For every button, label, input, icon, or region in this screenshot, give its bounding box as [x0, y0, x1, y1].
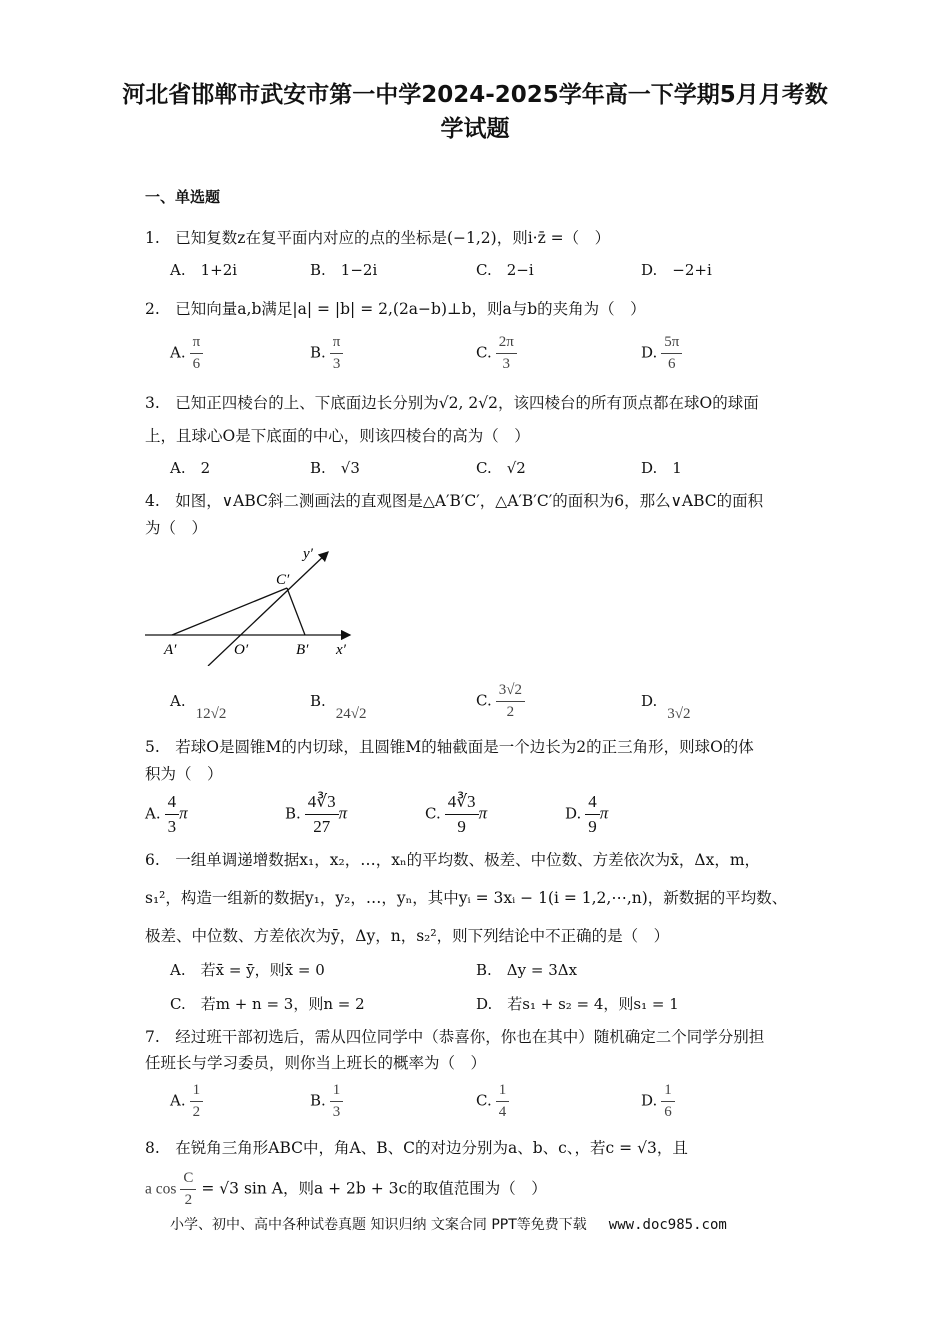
q7-stem-line2: 任班长与学习委员，则你当上班长的概率为（ ） — [145, 1054, 487, 1072]
label-a-prime: A′ — [164, 642, 177, 658]
q6-option-d: D. 若s₁ + s₂ = 4，则s₁ = 1 — [476, 995, 679, 1013]
q2-option-b: B. $\frac{\pi}{3}$ — [310, 334, 343, 373]
q5-stem-line2: 积为（ ） — [145, 765, 223, 783]
q2-stem: 2. 已知向量a,b满足|a| = |b| = 2,(2a−b)⊥b，则a与b的夹角为（ ） — [145, 300, 646, 318]
label-c-prime: C′ — [276, 572, 290, 588]
q4-option-b: B.24√2 — [310, 692, 367, 722]
q7-option-d: D. $\frac{1}{6}$ — [641, 1082, 675, 1121]
q5-option-d: D. $\frac{4}{9}$ π — [565, 792, 609, 836]
oblique-triangle-figure — [140, 540, 360, 666]
q7-stem-line1: 7. 经过班干部初选后，需从四位同学中（恭喜你，你也在其中）随机确定二个同学分别担 — [145, 1028, 765, 1046]
label-b-prime: B′ — [296, 642, 309, 658]
label-y-prime: y′ — [303, 546, 313, 562]
q4-stem-line1: 4. 如图，∨ABC斜二测画法的直观图是△A′B′C′，△A′B′C′的面积为6，那么∨ABC的面积 — [145, 492, 764, 510]
side-a-c — [172, 588, 287, 635]
page-title: 河北省邯郸市武安市第一中学2024-2025学年高一下学期5月月考数学试题 — [122, 82, 828, 142]
q5-stem-line1: 5. 若球O是圆锥M的内切球，且圆锥M的轴截面是一个边长为2的正三角形，则球O的体 — [145, 738, 754, 756]
q5-option-b: B. $\frac{4∛3}{27}$ π — [285, 792, 348, 836]
footer-url[interactable]: www.doc985.com — [608, 1217, 727, 1233]
q3-option-a: A. 2 — [170, 459, 211, 477]
q3-option-b: B. √3 — [310, 459, 360, 477]
q6-stem-line1: 6. 一组单调递增数据x₁，x₂，…，xₙ的平均数、极差、中位数、方差依次为x̄，Δx，m， — [145, 851, 761, 869]
y-axis-line — [208, 552, 328, 666]
q8-stem-line2: a cos $\frac{C}{2}$ = √3 sin A，则a + 2b + 3c的取值范围为（ ） — [145, 1170, 547, 1208]
q3-stem-line1: 3. 已知正四棱台的上、下底面边长分别为√2, 2√2，该四棱台的所有顶点都在球O的球面 — [145, 394, 759, 412]
q5-option-a: A. $\frac{4}{3}$ π — [145, 792, 188, 836]
q3-option-d: D. 1 — [641, 459, 682, 477]
q4-option-a: A.12√2 — [170, 692, 227, 722]
q6-stem-line3: 极差、中位数、方差依次为ȳ，Δy，n，s₂²，则下列结论中不正确的是（ ） — [145, 927, 670, 945]
q2-option-d: D. $\frac{5\pi}{6}$ — [641, 334, 682, 373]
q6-stem-line2: s₁²，构造一组新的数据y₁，y₂，…，yₙ，其中yᵢ = 3xᵢ − 1(i = 1,2,⋯,n)，新数据的平均数、 — [145, 889, 788, 907]
q8-stem-line1: 8. 在锐角三角形ABC中，角A、B、C的对边分别为a、b、c、，若c = √3，且 — [145, 1139, 688, 1157]
q6-option-a: A. 若x̄ = ȳ，则x̄ = 0 — [170, 961, 325, 979]
q2-option-a: A. $\frac{\pi}{6}$ — [170, 334, 203, 373]
label-x-prime: x′ — [336, 642, 346, 658]
label-o-prime: O′ — [234, 642, 249, 658]
q4-option-c: C. $\frac{3√2}{2}$ — [476, 682, 525, 721]
side-c-b — [287, 588, 305, 635]
page-footer — [170, 1214, 727, 1234]
q7-option-c: C. $\frac{1}{4}$ — [476, 1082, 509, 1121]
q1-option-a: A. 1+2i — [170, 261, 238, 279]
q4-stem-line2: 为（ ） — [145, 519, 208, 537]
q1-stem: 1. 已知复数z在复平面内对应的点的坐标是(−1,2)，则i·z̄ =（ ） — [145, 229, 611, 247]
q2-option-c: C. $\frac{2\pi}{3}$ — [476, 334, 517, 373]
q7-option-a: A. $\frac{1}{2}$ — [170, 1082, 203, 1121]
q1-option-d: D. −2+i — [641, 261, 712, 279]
q5-option-c: C. $\frac{4∛3}{9}$ π — [425, 792, 488, 836]
q4-option-d: D.3√2 — [641, 692, 691, 722]
q7-option-b: B. $\frac{1}{3}$ — [310, 1082, 343, 1121]
q6-option-b: B. Δy = 3Δx — [476, 961, 578, 979]
q1-option-c: C. 2−i — [476, 261, 534, 279]
section-heading: 一、单选题 — [145, 188, 221, 206]
q3-stem-line2: 上，且球心O是下底面的中心，则该四棱台的高为（ ） — [145, 427, 530, 445]
q3-option-c: C. √2 — [476, 459, 526, 477]
q6-option-c: C. 若m + n = 3，则n = 2 — [170, 995, 365, 1013]
q1-option-b: B. 1−2i — [310, 261, 378, 279]
footer-text: 小学、初中、高中各种试卷真题 知识归纳 文案合同 PPT等免费下载 — [170, 1217, 587, 1233]
